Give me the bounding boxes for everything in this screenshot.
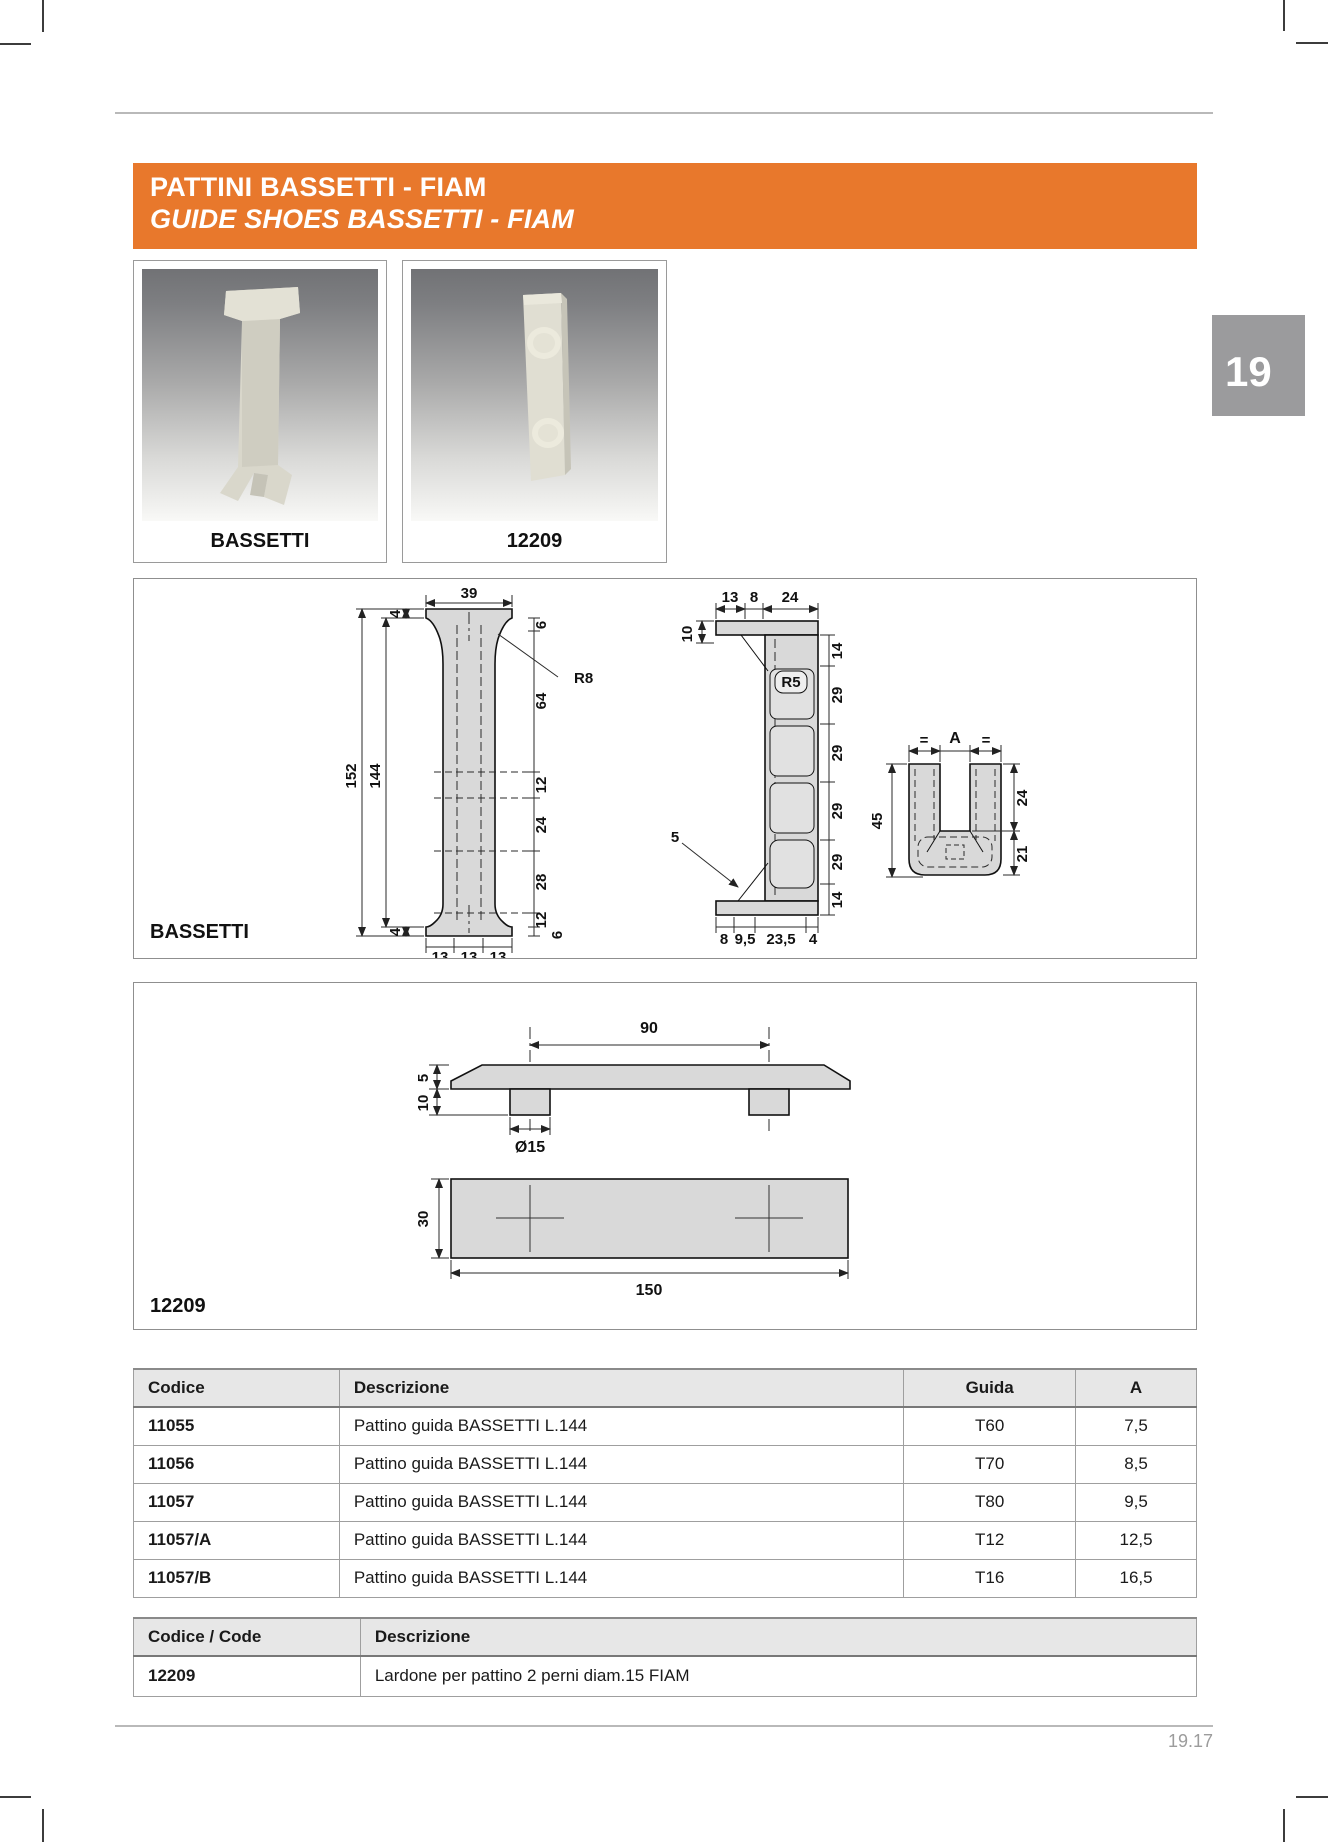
table-header-row xyxy=(134,1369,1197,1407)
column-header-descrizione: Descrizione xyxy=(339,1369,903,1407)
dim-label: 13 xyxy=(489,949,507,958)
table-row xyxy=(134,1656,1197,1696)
dim-label: 29 xyxy=(829,853,846,871)
cell-a: 7,5 xyxy=(1076,1407,1197,1445)
dim-label: 64 xyxy=(533,692,550,710)
dim-label: 4 xyxy=(387,609,404,619)
footer-rule xyxy=(115,1725,1213,1727)
dim-label: 13 xyxy=(431,949,449,958)
chapter-tab xyxy=(1212,315,1305,416)
crop-mark-bottom-left-h xyxy=(0,1796,31,1798)
column-header-codice: Codice xyxy=(134,1369,340,1407)
crop-mark-top-right-h xyxy=(1296,42,1328,44)
dim-label: 39 xyxy=(460,585,478,602)
product-photo-label: BASSETTI xyxy=(210,529,310,552)
page-title-english: GUIDE SHOES BASSETTI - FIAM xyxy=(150,204,574,234)
products-table xyxy=(133,1368,1197,1598)
dim-label: 5 xyxy=(415,1073,432,1083)
table-row xyxy=(134,1483,1197,1521)
crop-mark-bottom-left-v xyxy=(42,1809,44,1842)
column-header-a: A xyxy=(1076,1369,1197,1407)
table-row xyxy=(134,1445,1197,1483)
dim-label: 29 xyxy=(829,686,846,704)
crop-mark-bottom-right-v xyxy=(1283,1809,1285,1842)
radius-label: R8 xyxy=(574,670,594,687)
dim-label: 8 xyxy=(749,589,759,606)
cell-codice: 11057/A xyxy=(134,1521,340,1559)
dim-label: = xyxy=(981,732,991,749)
product-photo-card-bassetti xyxy=(133,260,387,563)
dim-label: 14 xyxy=(829,642,846,660)
dim-label: 23,5 xyxy=(766,931,796,948)
drawing-label: 12209 xyxy=(150,1295,206,1317)
dim-label: 9,5 xyxy=(734,931,756,948)
cell-codice: 11055 xyxy=(134,1407,340,1445)
cell-a: 9,5 xyxy=(1076,1483,1197,1521)
table-header-row xyxy=(134,1618,1197,1656)
cell-descrizione: Pattino guida BASSETTI L.144 xyxy=(339,1407,903,1445)
dim-label: 13 xyxy=(460,949,478,958)
cell-codice: 11057/B xyxy=(134,1559,340,1597)
crop-mark-top-left-v xyxy=(42,0,44,32)
dim-label: 6 xyxy=(549,930,566,940)
dim-label: 8 xyxy=(719,931,729,948)
chapter-number: 19 xyxy=(1225,348,1272,395)
column-header-guida: Guida xyxy=(904,1369,1076,1407)
crop-mark-top-left-h xyxy=(0,43,31,45)
dim-label: 45 xyxy=(869,812,886,830)
drawing-box-bassetti xyxy=(133,578,1197,959)
cell-descrizione: Lardone per pattino 2 perni diam.15 FIAM xyxy=(360,1656,1196,1696)
cell-descrizione: Pattino guida BASSETTI L.144 xyxy=(339,1521,903,1559)
cell-guida: T80 xyxy=(904,1483,1076,1521)
dim-label: 24 xyxy=(1014,789,1031,807)
cell-codice: 11056 xyxy=(134,1445,340,1483)
dim-label: 24 xyxy=(781,589,799,606)
dim-label: A xyxy=(949,730,961,747)
dim-label: 90 xyxy=(640,1020,658,1037)
page-number: 19.17 xyxy=(1167,1731,1213,1751)
cell-descrizione: Pattino guida BASSETTI L.144 xyxy=(339,1559,903,1597)
cell-codice: 11057 xyxy=(134,1483,340,1521)
cell-a: 16,5 xyxy=(1076,1559,1197,1597)
dim-label: 10 xyxy=(679,625,696,643)
column-header-codice-code: Codice / Code xyxy=(134,1618,361,1656)
dim-label: 6 xyxy=(533,620,550,630)
accessory-table xyxy=(133,1617,1197,1697)
drawing-box-12209 xyxy=(133,982,1197,1330)
table-row xyxy=(134,1407,1197,1445)
dim-label: 5 xyxy=(670,829,680,846)
dim-label: 150 xyxy=(635,1282,663,1299)
column-header-descrizione: Descrizione xyxy=(360,1618,1196,1656)
dim-label: 144 xyxy=(367,763,384,789)
crop-mark-bottom-right-h xyxy=(1296,1796,1328,1798)
dim-label: 4 xyxy=(387,927,404,937)
drawing-label: BASSETTI xyxy=(150,921,249,943)
cell-codice: 12209 xyxy=(134,1656,361,1696)
dim-label: 29 xyxy=(829,802,846,820)
product-photo-card-12209 xyxy=(402,260,667,563)
dim-label: 12 xyxy=(533,776,550,794)
dim-label: 24 xyxy=(533,816,550,834)
bassetti-technical-drawing xyxy=(134,579,1196,958)
cell-guida: T70 xyxy=(904,1445,1076,1483)
table-row xyxy=(134,1521,1197,1559)
product-photo-12209 xyxy=(411,269,658,521)
cell-guida: T12 xyxy=(904,1521,1076,1559)
dim-label: Ø15 xyxy=(514,1139,546,1156)
dim-label: 152 xyxy=(343,763,360,789)
cell-guida: T16 xyxy=(904,1559,1076,1597)
dim-label: 21 xyxy=(1014,845,1031,863)
title-banner xyxy=(133,163,1197,249)
dim-label: 29 xyxy=(829,744,846,762)
product-photo-bassetti xyxy=(142,269,378,521)
dim-label: 10 xyxy=(415,1094,432,1112)
dim-label: 12 xyxy=(533,911,550,929)
lardone-product-image xyxy=(411,269,658,521)
dim-label: 14 xyxy=(829,891,846,909)
top-rule xyxy=(115,112,1213,114)
crop-mark-top-right-v xyxy=(1283,0,1285,31)
dim-label: 28 xyxy=(533,873,550,891)
lardone-technical-drawing xyxy=(134,983,1196,1329)
cell-guida: T60 xyxy=(904,1407,1076,1445)
page-title-italian: PATTINI BASSETTI - FIAM xyxy=(150,172,487,202)
dim-label: 4 xyxy=(808,931,818,948)
dim-label: 13 xyxy=(721,589,739,606)
cell-descrizione: Pattino guida BASSETTI L.144 xyxy=(339,1483,903,1521)
cell-a: 12,5 xyxy=(1076,1521,1197,1559)
cell-a: 8,5 xyxy=(1076,1445,1197,1483)
table-row xyxy=(134,1559,1197,1597)
dim-label: = xyxy=(919,732,929,749)
cell-descrizione: Pattino guida BASSETTI L.144 xyxy=(339,1445,903,1483)
product-photo-label: 12209 xyxy=(506,529,563,552)
radius-label: R5 xyxy=(781,674,801,691)
bassetti-product-image xyxy=(142,269,378,521)
dim-label: 30 xyxy=(415,1210,432,1228)
